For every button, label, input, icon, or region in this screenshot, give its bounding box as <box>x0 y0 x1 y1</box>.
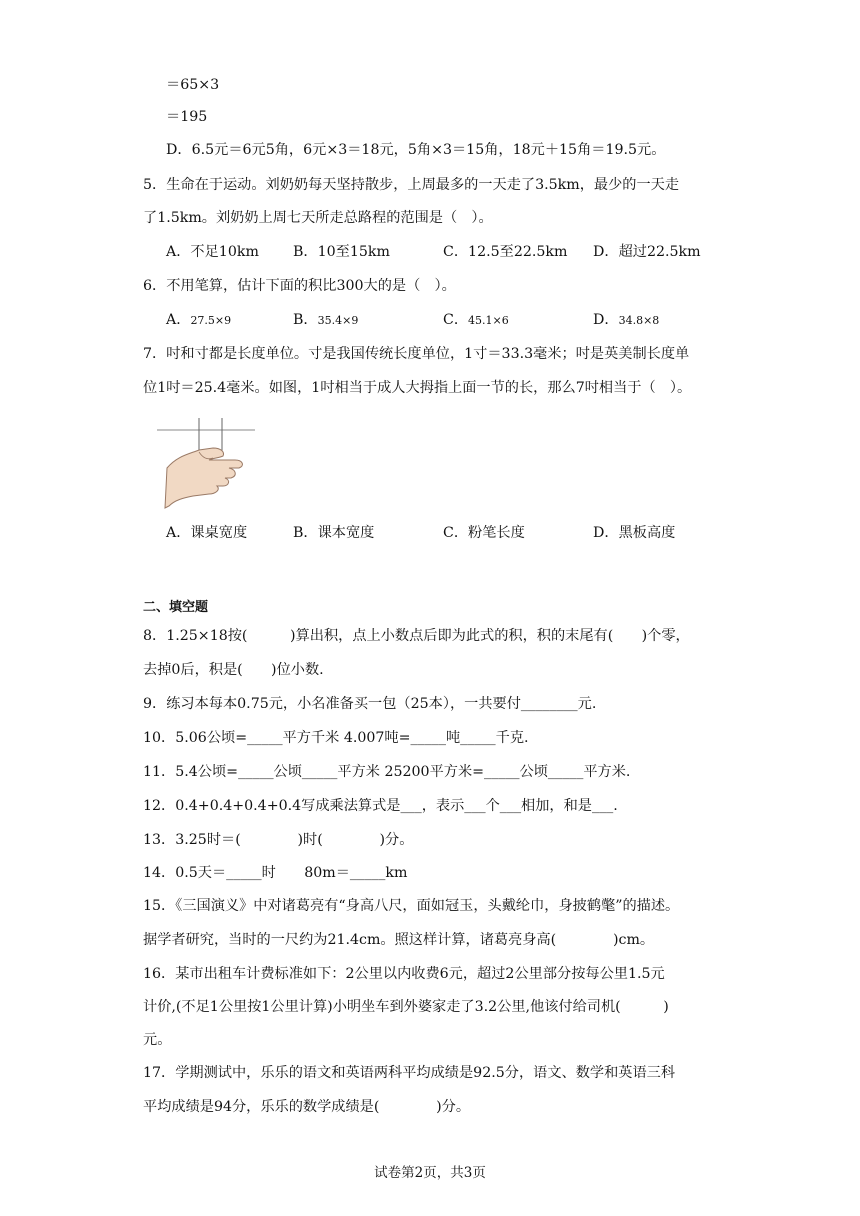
question-8-line-2: 去掉0后，积是( )位小数. <box>143 662 324 678</box>
q6-option-c-expr: 45.1×6 <box>468 314 509 327</box>
calc-line-1: ＝65×3 <box>166 77 220 93</box>
q5-option-d: D．超过22.5km <box>593 244 701 260</box>
question-11: 11．5.4公顷=_____公顷_____平方米 25200平方米=_____公顷_____平方米. <box>143 764 631 780</box>
q5-option-c: C．12.5至22.5km <box>443 244 568 260</box>
question-7-line-2: 位1吋＝25.4毫米。如图，1吋相当于成人大拇指上面一节的长，那么7吋相当于（ ）。 <box>143 380 692 396</box>
q7-option-c: C．粉笔长度 <box>443 525 525 541</box>
q6-option-b <box>293 311 358 330</box>
q6-option-d <box>593 311 659 330</box>
q6-option-d-letter: D． <box>593 312 619 328</box>
question-16-line-1: 16．某市出租车计费标准如下：2公里以内收费6元，超过2公里部分按每公里1.5元 <box>143 966 665 982</box>
question-8-line-1: 8．1.25×18按( )算出积，点上小数点后即为此式的积，积的末尾有( )个零， <box>143 628 690 644</box>
q6-option-c-letter: C． <box>443 312 469 328</box>
calc-line-2: ＝195 <box>166 109 208 125</box>
question-9: 9．练习本每本0.75元，小名准备买一包（25本），一共要付________元. <box>143 696 597 712</box>
q6-option-a-expr: 27.5×9 <box>190 314 232 327</box>
question-16-line-2: 计价,(不足1公里按1公里计算)小明坐车到外婆家走了3.2公里,他该付给司机( ) <box>143 999 669 1015</box>
question-16-line-3: 元。 <box>143 1032 172 1048</box>
question-5-line-1: 5．生命在于运动。刘奶奶每天坚持散步，上周最多的一天走了3.5km，最少的一天走 <box>143 177 680 193</box>
question-17-line-1: 17．学期测试中，乐乐的语文和英语两科平均成绩是92.5分，语文、数学和英语三科 <box>143 1065 676 1081</box>
question-7-line-1: 7．吋和寸都是长度单位。寸是我国传统长度单位，1寸＝33.3毫米；吋是英美制长度单 <box>143 346 690 362</box>
q7-option-d: D．黑板高度 <box>593 525 676 541</box>
page-footer: 试卷第2页，共3页 <box>374 1165 486 1181</box>
question-10: 10．5.06公顷=_____平方千米 4.007吨=_____吨_____千克. <box>143 730 529 746</box>
q6-option-c <box>443 311 509 330</box>
q5-option-b: B．10至15km <box>293 244 390 260</box>
question-5-line-2: 了1.5km。刘奶奶上周七天所走总路程的范围是（ ）。 <box>143 210 493 226</box>
question-15-line-2: 据学者研究，当时的一尺约为21.4cm。照这样计算，诸葛亮身高( )cm。 <box>143 932 655 948</box>
question-14: 14．0.5天＝_____时 80m＝_____km <box>143 865 408 881</box>
option-d-explanation: D．6.5元＝6元5角，6元×3＝18元，5角×3＝15角，18元＋15角＝19.5元。 <box>166 142 666 158</box>
thumb-measurement-figure <box>155 416 265 516</box>
question-17-line-2: 平均成绩是94分，乐乐的数学成绩是( )分。 <box>143 1099 471 1115</box>
q5-option-a: A．不足10km <box>166 244 259 260</box>
q6-option-b-expr: 35.4×9 <box>317 314 359 327</box>
q6-option-a-letter: A． <box>166 312 191 328</box>
question-13: 13．3.25时＝( )时( )分。 <box>143 832 414 848</box>
q7-option-b: B．课本宽度 <box>293 525 375 541</box>
question-12: 12．0.4+0.4+0.4+0.4写成乘法算式是___，表示___个___相加，和是___. <box>143 798 618 814</box>
q6-option-a <box>166 311 231 330</box>
question-15-line-1: 15．《三国演义》中对诸葛亮有“身高八尺，面如冠玉，头戴纶巾，身披鹤氅”的描述。 <box>143 898 680 914</box>
section-heading: 二、填空题 <box>143 600 209 615</box>
q6-option-d-expr: 34.8×8 <box>618 314 660 327</box>
q6-option-b-letter: B． <box>293 312 318 328</box>
q7-option-a: A．课桌宽度 <box>166 525 248 541</box>
question-6: 6．不用笔算，估计下面的积比300大的是（ ）。 <box>143 278 456 294</box>
